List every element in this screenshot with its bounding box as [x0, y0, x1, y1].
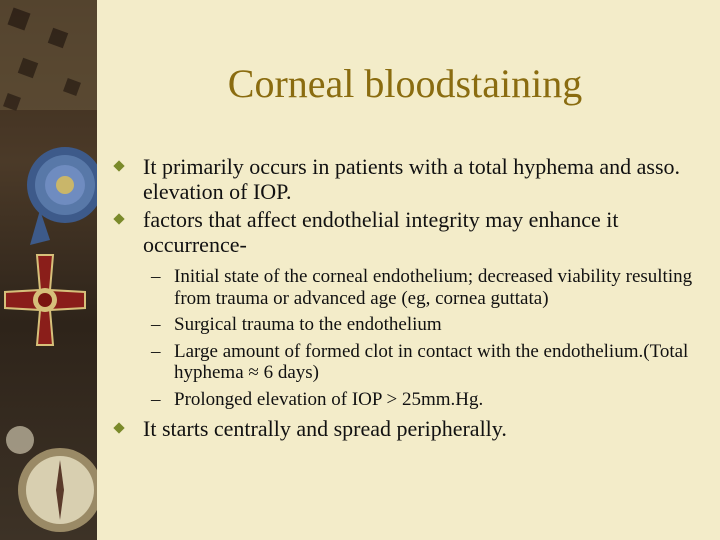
bullet-item	[112, 154, 712, 204]
sub-bullet-list	[112, 266, 712, 410]
sub-bullet-text: Initial state of the corneal endothelium; decreased viability resulting from trauma or advanced age (eg, cornea guttata)	[174, 266, 693, 309]
medal-artwork	[0, 0, 97, 540]
sub-bullet-item	[112, 389, 712, 411]
dash-bullet-icon: –	[151, 340, 161, 362]
sub-bullet-item	[112, 266, 712, 309]
diamond-bullet-icon	[113, 160, 124, 171]
bullet-text: It starts centrally and spread peripherally.	[143, 416, 507, 441]
dash-bullet-icon: –	[151, 266, 161, 287]
bullet-text: factors that affect endothelial integrity may enhance it occurrence-	[143, 207, 619, 257]
dash-bullet-icon: –	[151, 388, 161, 410]
dash-bullet-icon: –	[151, 314, 161, 335]
diamond-bullet-icon	[113, 213, 124, 224]
bullet-item	[112, 416, 712, 441]
sub-bullet-text: Surgical trauma to the endothelium	[174, 314, 442, 335]
bullet-item	[112, 207, 712, 257]
bullet-text: It primarily occurs in patients with a total hyphema and asso. elevation of IOP.	[143, 154, 681, 204]
sub-bullet-item	[112, 314, 712, 336]
sub-bullet-text: Large amount of formed clot in contact with the endothelium.(Total hyphema ≈ 6 days)	[174, 340, 689, 383]
diamond-bullet-icon	[113, 422, 124, 433]
decorative-medal-image	[0, 0, 97, 540]
sub-bullet-item	[112, 341, 712, 384]
slide-title: Corneal bloodstaining	[227, 61, 583, 106]
sub-bullet-text: Prolonged elevation of IOP > 25mm.Hg.	[174, 388, 484, 410]
slide-content	[112, 154, 712, 444]
